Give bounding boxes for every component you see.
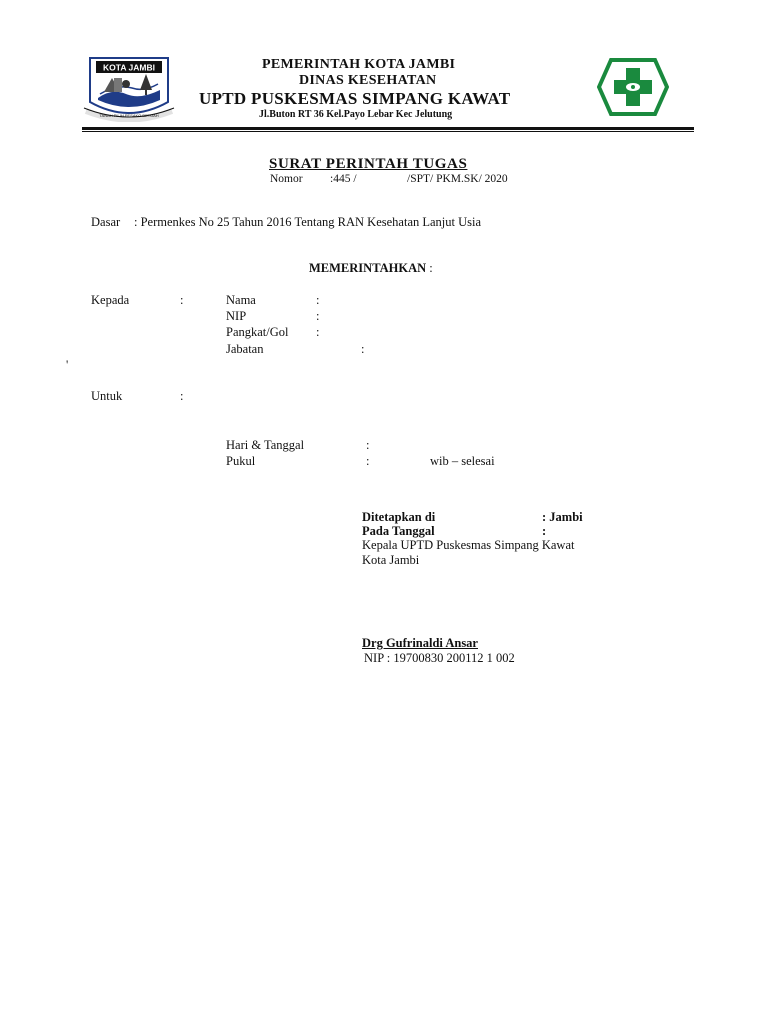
letterhead-line3: UPTD PUSKESMAS SIMPANG KAWAT xyxy=(199,89,511,108)
ditetapkan-label: Ditetapkan di xyxy=(362,510,436,524)
kepada-label: Kepada xyxy=(91,293,130,307)
kepada-colon: : xyxy=(180,293,184,307)
field-pangkat-label: Pangkat/Gol xyxy=(226,325,289,339)
field-nama-label: Nama xyxy=(226,293,256,307)
signatory-name: Drg Gufrinaldi Ansar xyxy=(362,636,478,650)
letterhead-address: Jl.Buton RT 36 Kel.Payo Lebar Kec Jelutung xyxy=(259,109,453,120)
logo-motto-text: TANAH PILIH PESAKO BETUAH xyxy=(99,113,159,118)
nomor-label: Nomor xyxy=(270,173,303,185)
header-rule-thin xyxy=(82,131,694,132)
puskesmas-logo xyxy=(597,58,669,116)
field-nip-colon: : xyxy=(316,309,320,323)
logo-banner-text: KOTA JAMBI xyxy=(103,62,155,73)
kota-jambi-logo xyxy=(82,54,176,122)
hari-tanggal-label: Hari & Tanggal xyxy=(226,438,305,452)
stray-mark: ' xyxy=(66,358,69,372)
nomor-value: /SPT/ PKM.SK/ 2020 xyxy=(407,173,508,185)
letterhead-line2: DINAS KESEHATAN xyxy=(299,73,437,88)
tanggal-value: : xyxy=(542,524,547,538)
field-pangkat-colon: : xyxy=(316,325,320,339)
signatory-city: Kota Jambi xyxy=(362,553,420,567)
field-nip-label: NIP xyxy=(226,309,247,323)
pukul-value: wib – selesai xyxy=(430,454,495,468)
dasar-label: Dasar xyxy=(91,215,121,229)
document-title: SURAT PERINTAH TUGAS xyxy=(269,156,468,172)
pukul-colon: : xyxy=(366,454,370,468)
signatory-nip: NIP : 19700830 200112 1 002 xyxy=(364,651,515,665)
signatory-position: Kepala UPTD Puskesmas Simpang Kawat xyxy=(362,538,575,552)
hari-tanggal-colon: : xyxy=(366,438,370,452)
memerintahkan-text: MEMERINTAHKAN xyxy=(309,261,427,275)
untuk-colon: : xyxy=(180,389,184,403)
memerintahkan-heading xyxy=(309,261,433,276)
pukul-label: Pukul xyxy=(226,454,256,468)
header-rule-thick xyxy=(82,127,694,130)
field-nama-colon: : xyxy=(316,293,320,307)
field-jabatan-label: Jabatan xyxy=(226,342,264,356)
ditetapkan-value: : Jambi xyxy=(542,510,583,524)
field-jabatan-colon: : xyxy=(361,342,365,356)
untuk-label: Untuk xyxy=(91,389,123,403)
tanggal-label: Pada Tanggal xyxy=(362,524,435,538)
memerintahkan-colon: : xyxy=(429,261,433,275)
letterhead-line1: PEMERINTAH KOTA JAMBI xyxy=(262,57,456,72)
dasar-text: : Permenkes No 25 Tahun 2016 Tentang RAN Kesehatan Lanjut Usia xyxy=(134,215,482,229)
nomor-prefix: :445 / xyxy=(330,173,357,185)
